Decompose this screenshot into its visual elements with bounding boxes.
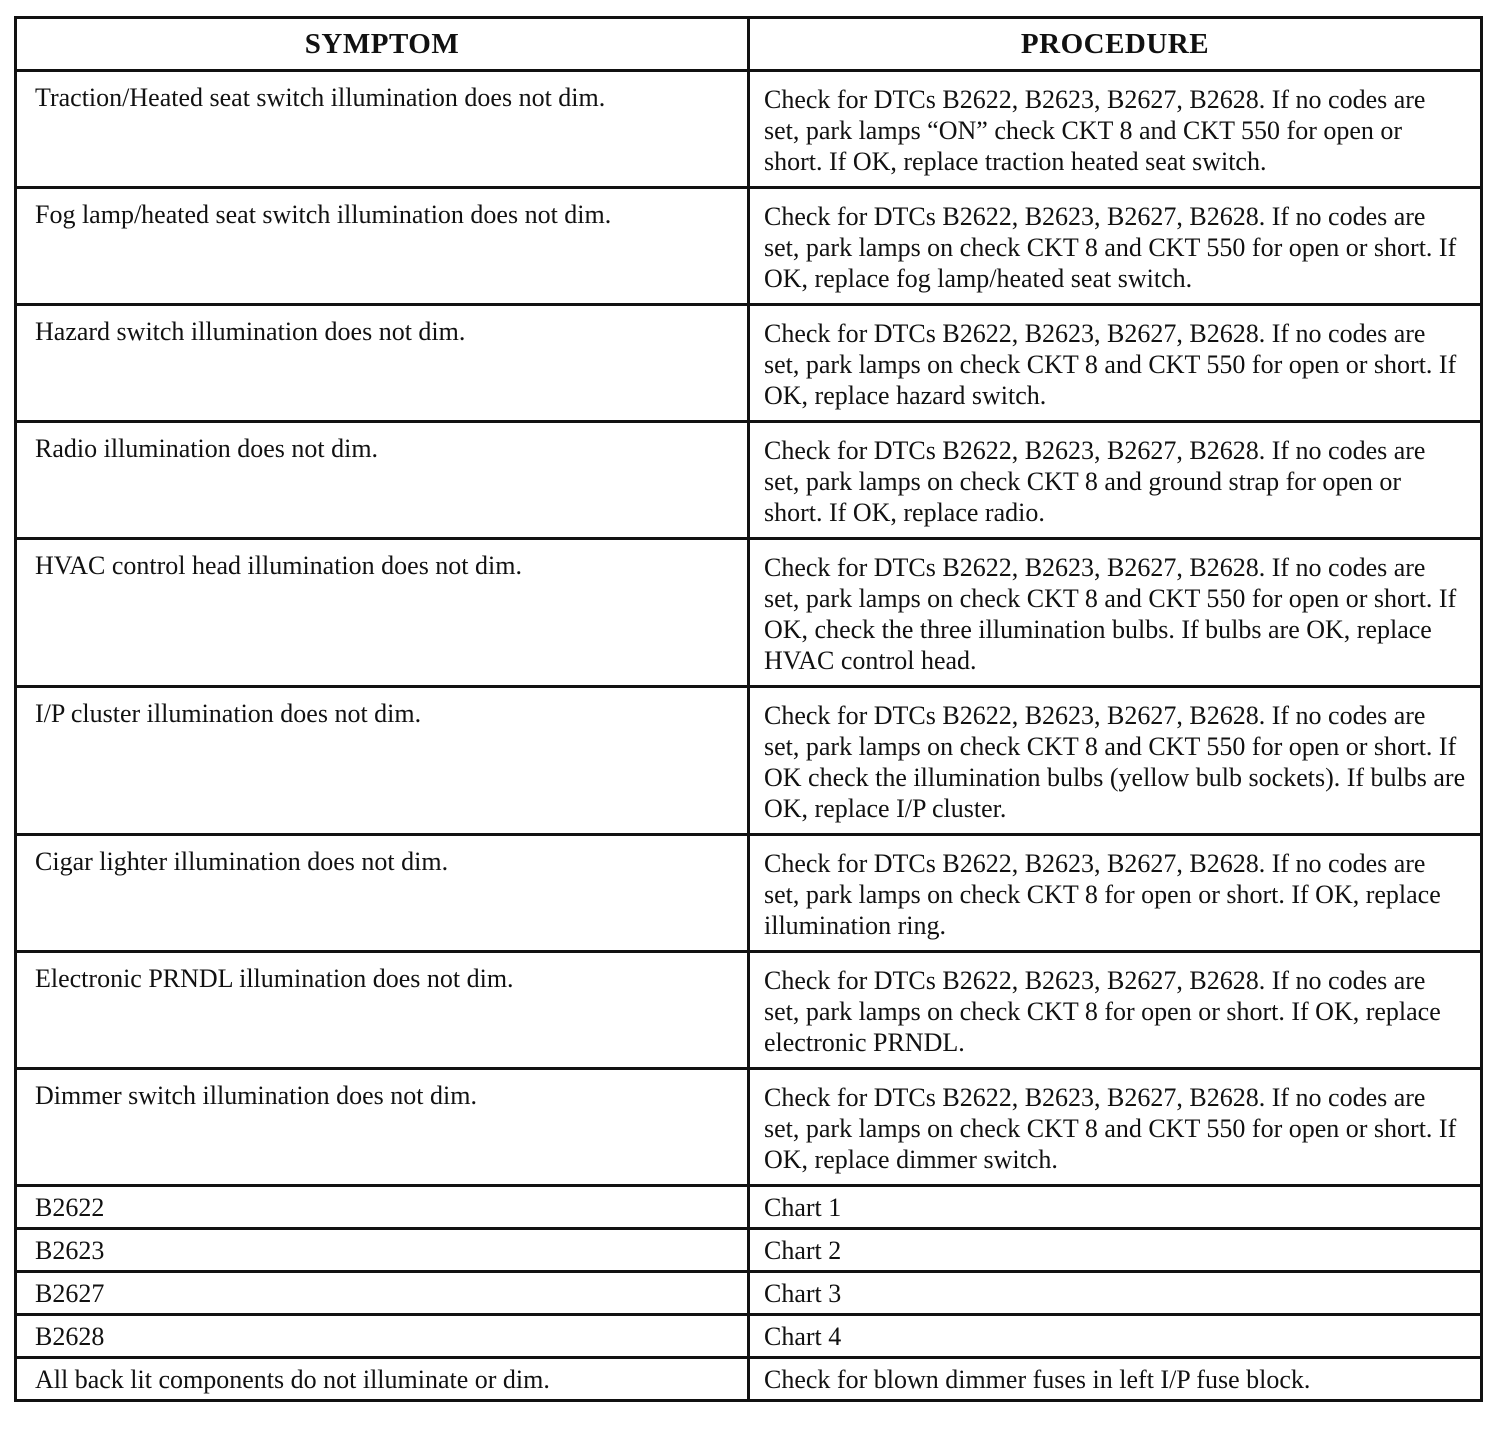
procedure-cell: Check for blown dimmer fuses in left I/P fuse block. [749, 1358, 1482, 1401]
table-header-row [16, 18, 1482, 71]
table-row [16, 539, 1482, 687]
procedure-column-header: PROCEDURE [749, 18, 1482, 71]
symptom-cell: All back lit components do not illuminate or dim. [16, 1358, 749, 1401]
procedure-cell: Check for DTCs B2622, B2623, B2627, B2628. If no codes are set, park lamps on check CKT 8 and CKT 550 for open or short. If OK, replace fog lamp/heated seat switch. [749, 188, 1482, 305]
symptom-cell: Traction/Heated seat switch illumination does not dim. [16, 71, 749, 188]
document-page [14, 16, 1480, 1402]
symptom-cell: HVAC control head illumination does not dim. [16, 539, 749, 687]
symptom-cell: I/P cluster illumination does not dim. [16, 687, 749, 835]
symptom-cell: Fog lamp/heated seat switch illumination does not dim. [16, 188, 749, 305]
procedure-cell: Chart 1 [749, 1186, 1482, 1229]
procedure-cell: Check for DTCs B2622, B2623, B2627, B2628. If no codes are set, park lamps “ON” check CKT 8 and CKT 550 for open or short. If OK, replace traction heated seat switch. [749, 71, 1482, 188]
symptom-cell: B2623 [16, 1229, 749, 1272]
table-row [16, 835, 1482, 952]
symptom-cell: Hazard switch illumination does not dim. [16, 305, 749, 422]
procedure-cell: Chart 4 [749, 1315, 1482, 1358]
procedure-cell: Check for DTCs B2622, B2623, B2627, B2628. If no codes are set, park lamps on check CKT 8 for open or short. If OK, replace electronic PRNDL. [749, 952, 1482, 1069]
symptom-cell: B2622 [16, 1186, 749, 1229]
table-row [16, 1186, 1482, 1229]
procedure-cell: Check for DTCs B2622, B2623, B2627, B2628. If no codes are set, park lamps on check CKT 8 for open or short. If OK, replace illumination ring. [749, 835, 1482, 952]
table-row [16, 1315, 1482, 1358]
procedure-cell: Check for DTCs B2622, B2623, B2627, B2628. If no codes are set, park lamps on check CKT 8 and CKT 550 for open or short. If OK check the illumination bulbs (yellow bulb sockets). If bulbs are OK, replace I/P cluster. [749, 687, 1482, 835]
table-row [16, 188, 1482, 305]
procedure-cell: Check for DTCs B2622, B2623, B2627, B2628. If no codes are set, park lamps on check CKT 8 and CKT 550 for open or short. If OK, check the three illumination bulbs. If bulbs are OK, replace HVAC control head. [749, 539, 1482, 687]
symptom-column-header: SYMPTOM [16, 18, 749, 71]
table-row [16, 1358, 1482, 1401]
procedure-cell: Check for DTCs B2622, B2623, B2627, B2628. If no codes are set, park lamps on check CKT 8 and CKT 550 for open or short. If OK, replace dimmer switch. [749, 1069, 1482, 1186]
table-row [16, 1069, 1482, 1186]
symptom-cell: Dimmer switch illumination does not dim. [16, 1069, 749, 1186]
table-row [16, 687, 1482, 835]
procedure-cell: Chart 2 [749, 1229, 1482, 1272]
symptom-cell: Radio illumination does not dim. [16, 422, 749, 539]
table-row [16, 1229, 1482, 1272]
symptom-cell: Electronic PRNDL illumination does not dim. [16, 952, 749, 1069]
symptom-cell: B2628 [16, 1315, 749, 1358]
symptom-cell: Cigar lighter illumination does not dim. [16, 835, 749, 952]
procedure-cell: Check for DTCs B2622, B2623, B2627, B2628. If no codes are set, park lamps on check CKT 8 and ground strap for open or short. If OK, replace radio. [749, 422, 1482, 539]
symptom-procedure-table [14, 16, 1483, 1402]
table-row [16, 1272, 1482, 1315]
table-row [16, 71, 1482, 188]
procedure-cell: Check for DTCs B2622, B2623, B2627, B2628. If no codes are set, park lamps on check CKT 8 and CKT 550 for open or short. If OK, replace hazard switch. [749, 305, 1482, 422]
procedure-cell: Chart 3 [749, 1272, 1482, 1315]
table-row [16, 422, 1482, 539]
table-row [16, 305, 1482, 422]
symptom-cell: B2627 [16, 1272, 749, 1315]
table-row [16, 952, 1482, 1069]
